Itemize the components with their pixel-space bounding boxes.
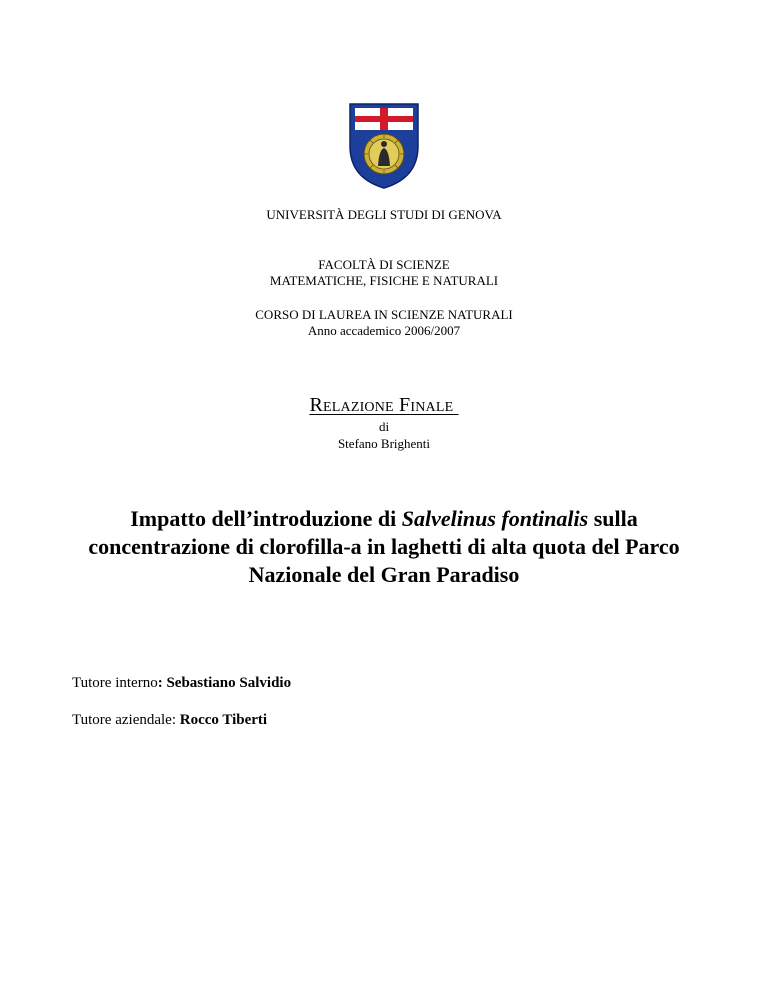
internal-tutor-colon: : [157,675,163,691]
report-title-f-cap: F [399,394,411,416]
report-title-r-rest: ELAZIONE [323,400,394,415]
report-by: di [378,419,390,434]
thesis-title-species: Salvelinus fontinalis [401,506,589,531]
company-tutor [72,711,267,729]
faculty-line-1: FACOLTÀ DI SCIENZE [318,257,450,272]
report-title-f-rest: INALE [410,400,454,415]
company-tutor-label: Tutore aziendale: [72,712,176,728]
university-crest-logo [346,100,422,190]
internal-tutor-label: Tutore interno [72,675,158,691]
thesis-title-part-2: sulla concentrazione di clorofilla-a in laghetti di alta quota del Parco Nazionale del Gran Paradiso [88,506,680,587]
faculty-line-2: MATEMATICHE, FISICHE E NATURALI [269,273,499,288]
internal-tutor [72,674,291,692]
report-title [0,393,768,420]
academic-year: Anno accademico 2006/2007 [307,323,461,338]
thesis-title-part-1: Impatto dell’introduzione di [130,506,402,531]
course-name: CORSO DI LAUREA IN SCIENZE NATURALI [255,307,513,322]
thesis-title [60,505,708,589]
university-name: UNIVERSITÀ DEGLI STUDI DI GENOVA [266,207,502,222]
company-tutor-name: Rocco Tiberti [179,712,268,728]
internal-tutor-name: Sebastiano Salvidio [166,675,292,691]
report-author: Stefano Brighenti [337,436,431,451]
report-title-r-cap: R [309,394,323,416]
